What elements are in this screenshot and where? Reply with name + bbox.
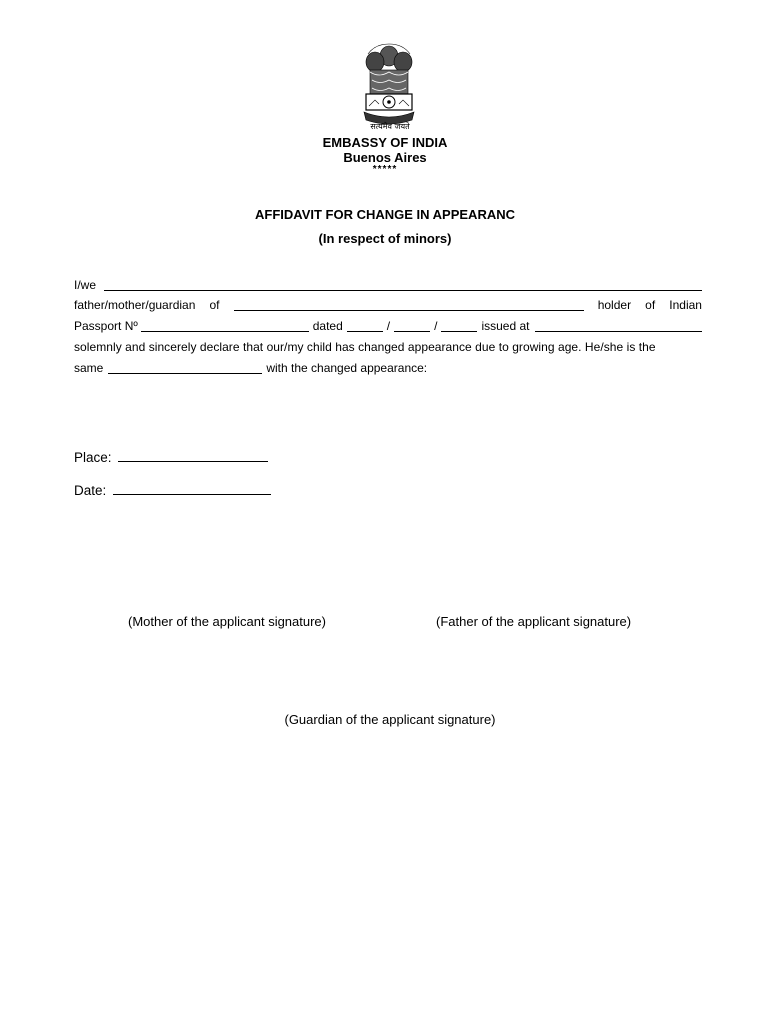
of-text: of	[209, 298, 220, 312]
document-subtitle: (In respect of minors)	[318, 231, 452, 246]
relation-text: father/mother/guardian	[74, 298, 196, 312]
passport-label: Passport Nº	[74, 319, 138, 333]
date-month-blank[interactable]	[394, 319, 430, 332]
same-text: same	[74, 361, 104, 375]
date-blank[interactable]	[113, 482, 271, 495]
same-blank[interactable]	[108, 361, 262, 374]
issued-at-blank[interactable]	[535, 319, 703, 332]
guardian-signature-label: (Guardian of the applicant signature)	[284, 712, 496, 727]
changed-appearance-text: with the changed appearance:	[266, 361, 428, 375]
mother-signature-label: (Mother of the applicant signature)	[128, 614, 326, 629]
name-blank[interactable]	[104, 278, 702, 291]
child-name-blank[interactable]	[234, 298, 584, 311]
date-label: Date:	[74, 483, 107, 498]
embassy-city: Buenos Aires	[343, 150, 427, 165]
date-field	[74, 482, 271, 498]
embassy-name: EMBASSY OF INDIA	[322, 135, 448, 150]
declaration-text: solemnly and sincerely declare that our/my child has changed appearance due to growing age. He/she is the	[74, 340, 656, 354]
holder-text: holder	[597, 298, 632, 312]
body-line-3	[74, 319, 702, 333]
date-day-blank[interactable]	[347, 319, 383, 332]
of-text-2: of	[645, 298, 656, 312]
body-line-2	[74, 298, 702, 312]
slash-2: /	[434, 319, 438, 333]
body-line-1	[74, 278, 702, 292]
dated-label: dated	[312, 319, 343, 333]
iwe-label: I/we	[74, 278, 97, 292]
body-line-4	[74, 340, 702, 354]
passport-number-blank[interactable]	[141, 319, 309, 332]
date-year-blank[interactable]	[441, 319, 477, 332]
emblem-motto: सत्यमेव जयते	[370, 122, 410, 131]
indian-text: Indian	[669, 298, 702, 312]
header-stars: *****	[372, 164, 398, 175]
slash-1: /	[386, 319, 391, 333]
father-signature-label: (Father of the applicant signature)	[436, 614, 632, 629]
body-line-5	[74, 361, 702, 375]
place-field	[74, 449, 268, 465]
place-label: Place:	[74, 450, 112, 465]
issued-at-label: issued at	[481, 319, 530, 333]
document-title: AFFIDAVIT FOR CHANGE IN APPEARANC	[255, 207, 515, 222]
place-blank[interactable]	[118, 449, 268, 462]
